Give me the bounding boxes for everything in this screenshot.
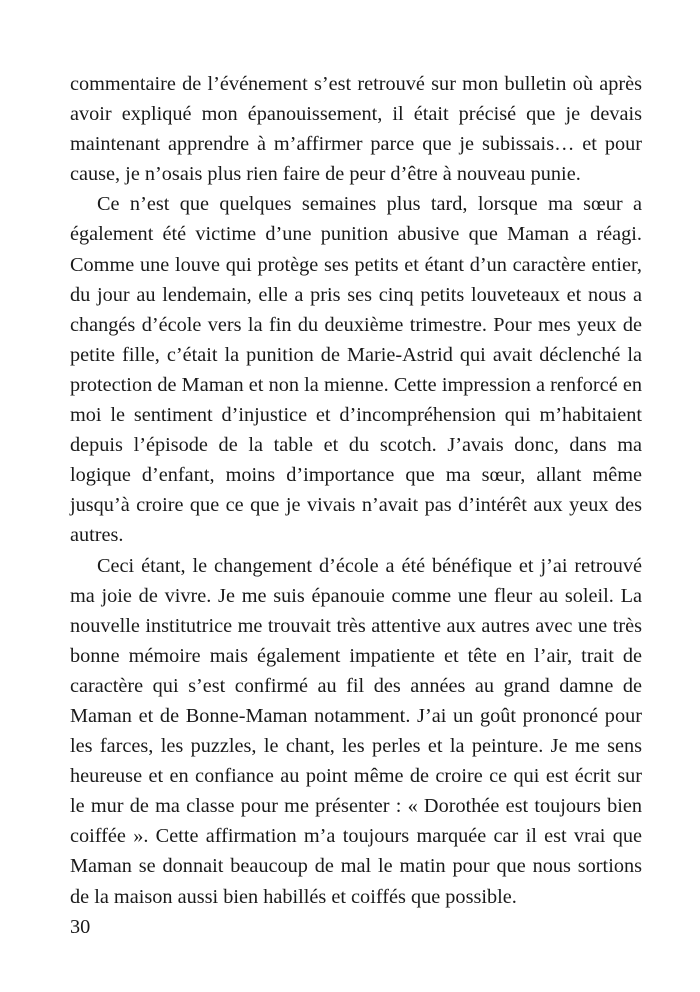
paragraph: Ce n’est que quelques semaines plus tard, lorsque ma sœur a également été victime d’une punition abusive que Maman a réagi. Comme une louve qui protège ses petits et étant d’un caractère entier, du jour au lendemain, elle a pris ses cinq petits louveteaux et nous a changés d’école vers la fin du deuxième trimestre. Pour mes yeux de petite fille, c’était la punition de Marie-Astrid qui avait déclenché la protection de Maman et non la mienne. Cette impression a renforcé en moi le sentiment d’injustice et d’incompréhension qui m’habitaient depuis l’épisode de la table et du scotch. J’avais donc, dans ma logique d’enfant, moins d’importance que ma sœur, allant même jusqu’à croire que ce que je vivais n’avait pas d’intérêt aux yeux des autres. [70, 193, 642, 547]
paragraph-continuation: commentaire de l’événement s’est retrouvé sur mon bulletin où après avoir expliqué mon épanouissement, il était précisé que je devais maintenant apprendre à m’affirmer parce que je subissais… et pour cause, je n’osais plus rien faire de peur d’être à nouveau punie. [70, 73, 642, 186]
body-text [70, 69, 642, 912]
page-number: 30 [70, 916, 91, 938]
paragraph: Ceci étant, le changement d’école a été bénéfique et j’ai retrouvé ma joie de vivre. Je me suis épanouie comme une fleur au soleil. La nouvelle institutrice me trouvait très attentive aux autres avec une très bonne mémoire mais également impatiente et tête en l’air, trait de caractère qui s’est confirmé au fil des années au grand damne de Maman et de Bonne-Maman notamment. J’ai un goût prononcé pour les farces, les puzzles, le chant, les perles et la peinture. Je me sens heureuse et en confiance au point même de croire ce qui est écrit sur le mur de ma classe pour me présenter : « Dorothée est toujours bien coiffée ». Cette affirmation m’a toujours marquée car il est vrai que Maman se donnait beaucoup de mal le matin pour que nous sortions de la maison aussi bien habillés et coiffés que possible. [70, 554, 642, 908]
